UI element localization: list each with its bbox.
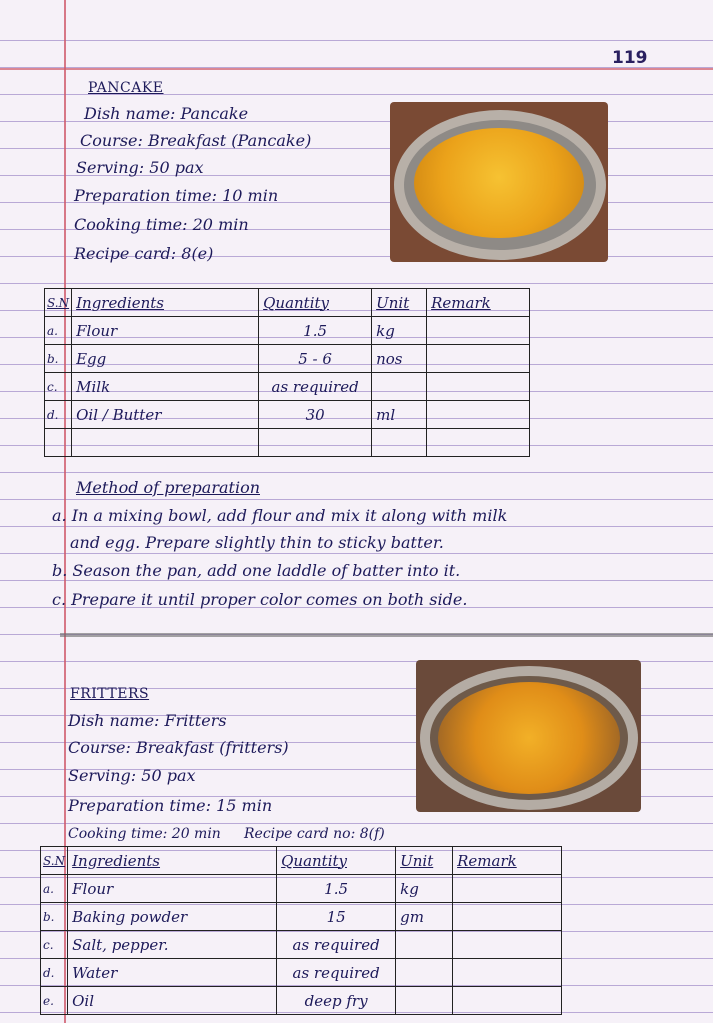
pancake-title: PANCAKE	[88, 80, 164, 96]
table-row-empty	[45, 429, 530, 457]
cell-unit	[372, 373, 427, 401]
cell-ingredient: Baking powder	[68, 903, 277, 931]
fritters-photo	[416, 660, 641, 812]
cell-sn: b.	[41, 903, 68, 931]
cell-sn: d.	[41, 959, 68, 987]
method-step: c. Prepare it until proper color comes on both side.	[52, 590, 468, 609]
cell-ingredient: Flour	[72, 317, 259, 345]
cell-unit: ml	[372, 401, 427, 429]
pancake-dish-name: Dish name: Pancake	[84, 104, 249, 123]
cell-unit: kg	[372, 317, 427, 345]
method-step: and egg. Prepare slightly thin to sticky batter.	[70, 533, 444, 552]
cell-remark	[453, 987, 562, 1015]
table-row	[41, 987, 562, 1015]
table-header-row	[45, 289, 530, 317]
fritters-cook-time: Cooking time: 20 min	[68, 826, 221, 842]
page-number: 119	[612, 48, 648, 68]
cell-ingredient: Oil	[68, 987, 277, 1015]
cell-ingredient: Salt, pepper.	[68, 931, 277, 959]
table-row	[41, 959, 562, 987]
pancake-recipe-card: Recipe card: 8(e)	[74, 244, 214, 263]
cell-remark	[427, 345, 530, 373]
cell-quantity: as required	[277, 959, 396, 987]
cell-ingredient: Egg	[72, 345, 259, 373]
cell-remark	[453, 931, 562, 959]
table-row	[41, 875, 562, 903]
cell-ingredient: Milk	[72, 373, 259, 401]
cell-quantity: 5 - 6	[259, 345, 372, 373]
method-title: Method of preparation	[76, 478, 260, 497]
cell-quantity: 1.5	[259, 317, 372, 345]
cell-unit: kg	[396, 875, 453, 903]
cell-remark	[427, 401, 530, 429]
fritters-course: Course: Breakfast (fritters)	[68, 738, 289, 757]
cell-ingredient: Oil / Butter	[72, 401, 259, 429]
cell-ingredient: Water	[68, 959, 277, 987]
table-row	[41, 903, 562, 931]
cell-sn: a.	[45, 317, 72, 345]
pancake-course: Course: Breakfast (Pancake)	[80, 131, 312, 150]
pancake-serving: Serving: 50 pax	[76, 158, 204, 177]
fritters-prep-time: Preparation time: 15 min	[68, 796, 273, 815]
cell-unit: nos	[372, 345, 427, 373]
cell-remark	[427, 317, 530, 345]
header-quantity: Quantity	[277, 847, 396, 875]
cell-sn: e.	[41, 987, 68, 1015]
fritters-serving: Serving: 50 pax	[68, 766, 196, 785]
cell-sn: c.	[41, 931, 68, 959]
header-rule	[0, 68, 713, 70]
table-row	[41, 931, 562, 959]
method-step: b. Season the pan, add one laddle of batter into it.	[52, 561, 461, 580]
cell-sn: c.	[45, 373, 72, 401]
header-unit: Unit	[396, 847, 453, 875]
fritters-ingredients-table	[40, 846, 562, 1015]
header-remark: Remark	[427, 289, 530, 317]
cell-quantity: as required	[277, 931, 396, 959]
cell-ingredient: Flour	[68, 875, 277, 903]
cell-remark	[453, 875, 562, 903]
pancake-prep-time: Preparation time: 10 min	[74, 186, 279, 205]
cell-quantity: 1.5	[277, 875, 396, 903]
fritters-recipe-card: Recipe card no: 8(f)	[244, 826, 385, 842]
header-sn: S.N	[41, 847, 68, 875]
cell-quantity: deep fry	[277, 987, 396, 1015]
pancake-ingredients-table	[44, 288, 530, 457]
cell-sn: b.	[45, 345, 72, 373]
section-divider	[60, 633, 713, 637]
table-row	[45, 373, 530, 401]
table-row	[45, 345, 530, 373]
cell-quantity: 15	[277, 903, 396, 931]
cell-remark	[453, 903, 562, 931]
cell-remark	[427, 373, 530, 401]
cell-unit	[396, 931, 453, 959]
cell-sn: a.	[41, 875, 68, 903]
pancake-cook-time: Cooking time: 20 min	[74, 215, 249, 234]
cell-remark	[453, 959, 562, 987]
cell-unit	[396, 987, 453, 1015]
header-quantity: Quantity	[259, 289, 372, 317]
table-row	[45, 401, 530, 429]
cell-unit	[396, 959, 453, 987]
cell-quantity: 30	[259, 401, 372, 429]
fritters-title: FRITTERS	[70, 686, 150, 702]
header-ingredients: Ingredients	[72, 289, 259, 317]
table-row	[45, 317, 530, 345]
method-step: a. In a mixing bowl, add flour and mix it along with milk	[52, 506, 508, 525]
header-unit: Unit	[372, 289, 427, 317]
table-header-row	[41, 847, 562, 875]
header-ingredients: Ingredients	[68, 847, 277, 875]
cell-unit: gm	[396, 903, 453, 931]
cell-sn: d.	[45, 401, 72, 429]
pancake-photo	[390, 102, 608, 262]
header-remark: Remark	[453, 847, 562, 875]
cell-quantity: as required	[259, 373, 372, 401]
fritters-dish-name: Dish name: Fritters	[68, 711, 227, 730]
header-sn: S.N	[45, 289, 72, 317]
